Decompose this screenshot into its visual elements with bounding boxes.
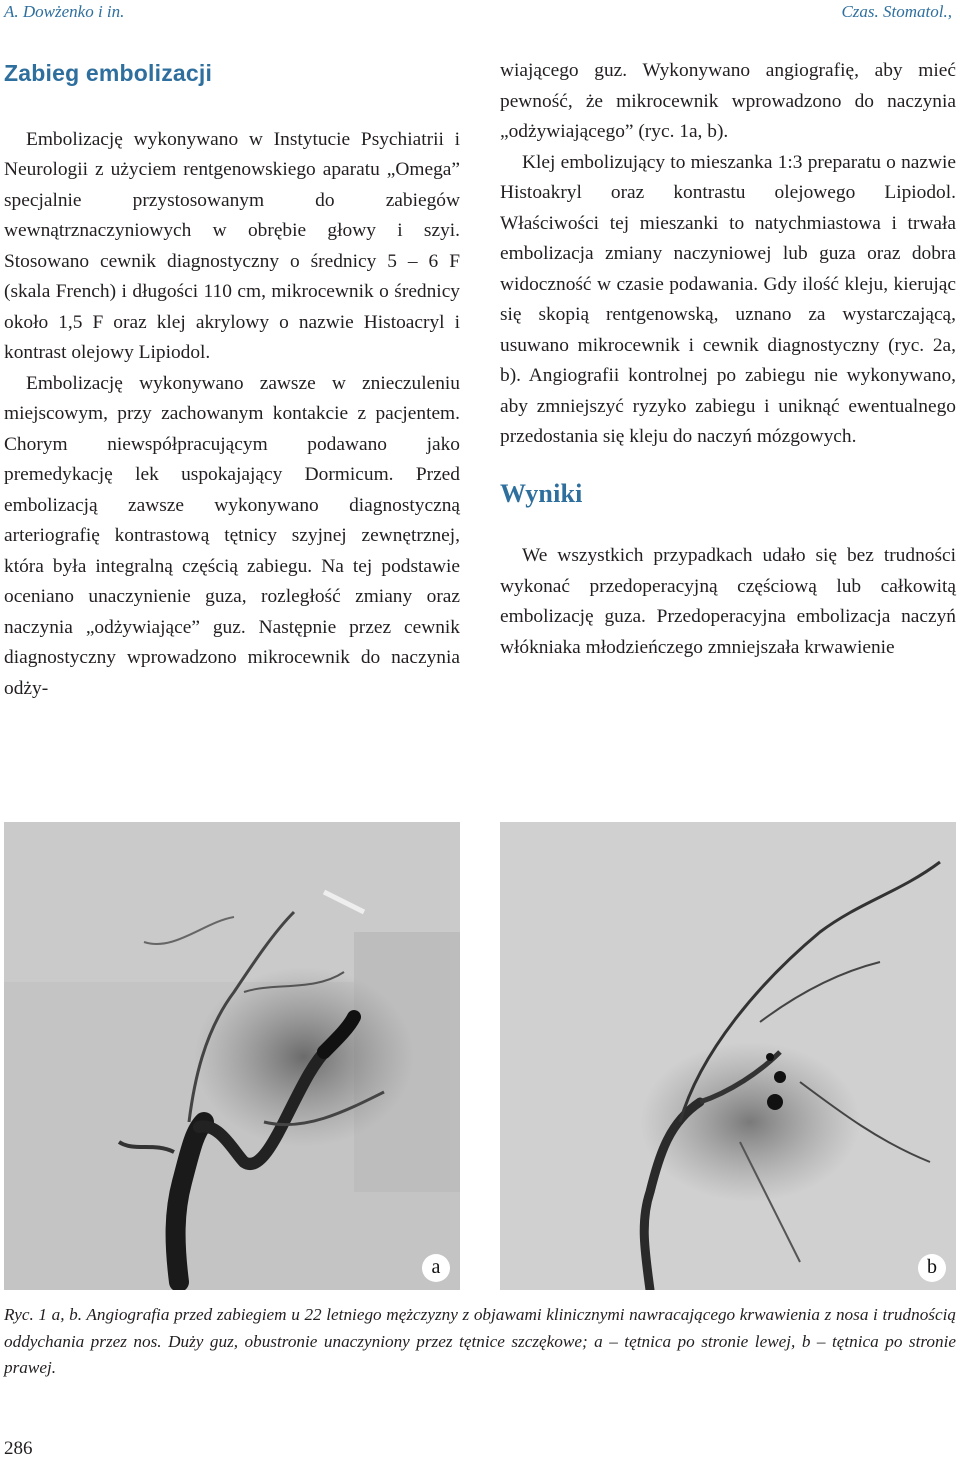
paragraph-results: We wszystkich przypadkach udało się bez trudności wykonać przedoperacyjną częściową lub całkowitą embolizację guza. Przedoperacyjna embolizacja naczyń włókniaka młodzieńczego zmniejszała krwawienie (500, 545, 956, 658)
figure-label-a: a (422, 1254, 450, 1282)
paragraph: Embolizację wykonywano zawsze w znieczuleniu miejscowym, przy zachowanym kontakcie z pacjentem. Chorym niewspółpracującym podawano jako premedykację lek uspokajający Dormicum. Przed embolizacją zawsze wykonywano diagnostyczną arteriografię kontrastową tętnicy szyjnej zewnętrznej, która była integralną częścią zabiegu. Na tej podstawie oceniano unaczynienie guza, rozległość zmiany oraz naczynia „odżywiające” guz. Następnie przez cewnik diagnostyczny wprowadzono mikrocewnik do naczynia odży- (4, 372, 460, 699)
figure-label-b: b (918, 1254, 946, 1282)
paragraph-continuation: wiającego guz. Wykonywano angiografię, aby mieć pewność, że mikrocewnik wprowadzono do naczynia „odżywiającego” (ryc. 1a, b). (500, 60, 956, 142)
figure-caption: Ryc. 1 a, b. Angiografia przed zabiegiem u 22 letniego mężczyzny z objawami klinicznymi nawracającego krwawienia z nosa i trudnością oddychania przez nos. Duży guz, obustronie unaczyniony przez tętnice szczękowe; a – tętnica po stronie lewej, b – tętnica po stronie prawej. (4, 1305, 956, 1377)
paragraph: Embolizację wykonywano w Instytucie Psychiatrii i Neurologii z użyciem rentgenowskiego aparatu „Omega” specjalnie przystosowanym do zabiegów wewnątrznaczyniowych w obrębie głowy i szyi. Stosowano cewnik diagnostyczny o średnicy 5 – 6 F (skala French) i długości 110 cm, mikrocewnik o średnicy około 1,5 F oraz klej akrylowy o nazwie Histoacryl i kontrast olejowy Lipiodol. (4, 128, 460, 363)
running-header-authors: A. Dowżenko i in. (4, 2, 125, 21)
right-column (500, 56, 956, 663)
running-header-journal: Czas. Stomatol., (841, 2, 952, 21)
page-number: 286 (4, 1438, 33, 1459)
left-column (4, 52, 460, 704)
section-heading-results: Wyniki (500, 478, 583, 508)
angiogram-right-image (500, 822, 956, 1290)
paragraph: Klej embolizujący to mieszanka 1:3 preparatu o nazwie Histoakryl oraz kontrastu olejowego Lipiodol. Właściwości tej mieszanki to natychmiastowa i trwała embolizacja zmiany naczyniowej lub guza oraz dobra widoczność w czasie podawania. Gdy ilość kleju, kierując się skopią rentgenowską, uznano za wystarczającą, usuwano mikrocewnik i cewnik diagnostyczny (ryc. 2a, b). Angiografii kontrolnej po zabiegu nie wykonywano, aby zmniejszyć ryzyko zabiegu i uniknąć ewentualnego przedostania się kleju do naczyń mózgowych. (500, 151, 956, 447)
section-heading-embolization: Zabieg embolizacji (4, 60, 213, 86)
angiogram-left-image (4, 822, 460, 1290)
